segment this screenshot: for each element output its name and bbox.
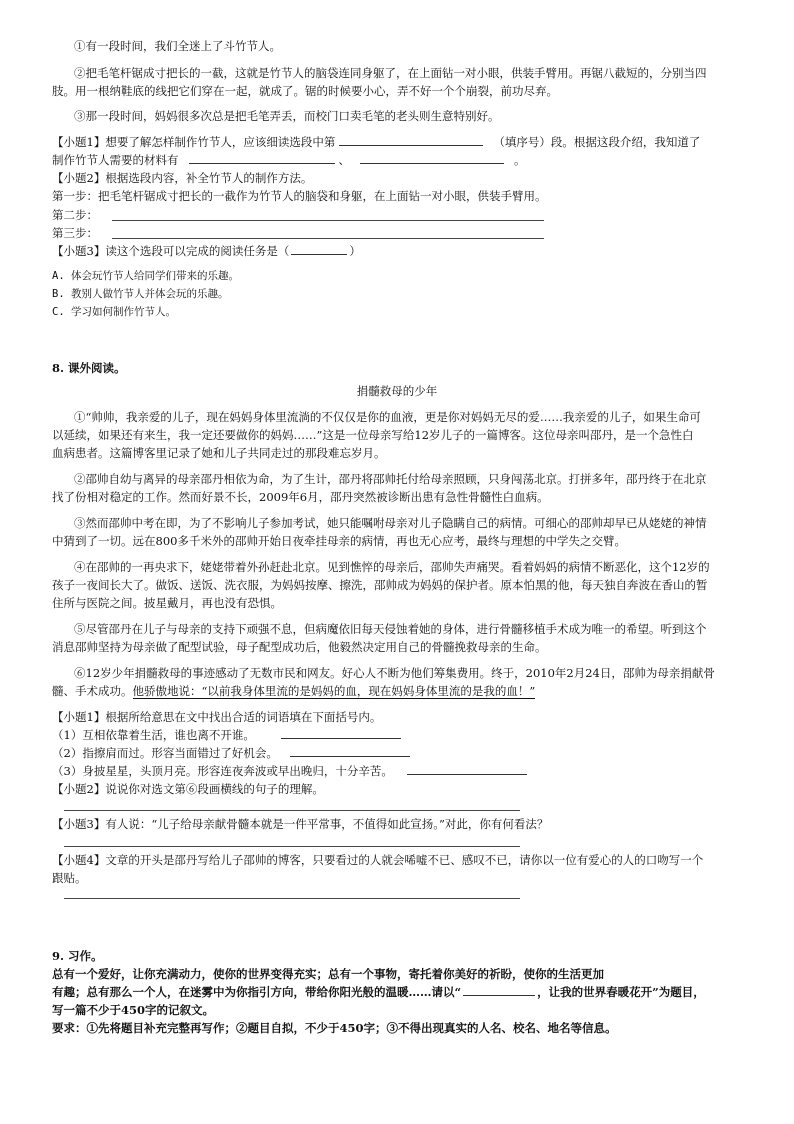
question-8-4-line-1: 【小题4】文章的开头是邵丹写给儿子邵帅的博客，只要看过的人就会唏嘘不已、感叹不已，请你以一位有爱心的人的口吻写一个 bbox=[52, 853, 704, 867]
article-para-6-plain: 髓、手术成功。 bbox=[52, 684, 133, 698]
question-8-1-item-1-text: （1）互相依靠着生活，谁也离不开谁。 bbox=[52, 728, 255, 742]
article-para-4-line-1: ④在邵帅的一再央求下，姥姥带着外孙赶赴北京。见到憔悴的母亲后，邵帅失声痛哭。看着妈妈的病情不断恶化，这个12岁的 bbox=[74, 560, 710, 574]
requirements-line: 要求：①先将题目补充完整再写作；②题目自拟，不少于450字；③不得出现真实的人名、校名、地名等信息。 bbox=[52, 1021, 617, 1035]
article-para-1-line-2: 以延续，如果还有来生，我一定还要做你的妈妈……”这是一位母亲写给12岁儿子的一篇博客。这位母亲叫邵丹，是一个急性白 bbox=[52, 428, 694, 442]
title-blank[interactable] bbox=[463, 984, 535, 996]
passage-para-3: ③那一段时间，妈妈很多次总是把毛笔弄丢，而校门口卖毛笔的老头则生意特别好。 bbox=[74, 109, 500, 123]
article-para-4-line-3: 住所与医院之间。披星戴月，再也没有恐惧。 bbox=[52, 596, 282, 610]
article-para-2-line-1: ②邵帅自幼与离异的母亲邵丹相依为命，为了生计，邵丹将邵帅托付给母亲照顾，只身闯荡北京。打拼多年，邵丹终于在北京 bbox=[74, 472, 707, 486]
article-para-6-line-2 bbox=[52, 683, 535, 699]
passage-para-1: ①有一段时间，我们全迷上了斗竹节人。 bbox=[74, 39, 281, 53]
step-1: 第一步：把毛笔杆锯成寸把长的一截作为竹节人的脑袋和身躯，在上面钻一对小眼，供装手臂用。 bbox=[52, 189, 547, 203]
article-para-3-line-2: 中猜到了一切。远在800多千米外的邵帅开始日夜牵挂母亲的病情，再也无心应考，最终与理想的中学失之交臂。 bbox=[52, 534, 626, 548]
question-7-1-separator: 、 bbox=[338, 153, 350, 167]
article-para-3-line-1: ③然而邵帅中考在即，为了不影响儿子参加考试，她只能嘱咐母亲对儿子隐瞒自己的病情。可细心的邵帅却早已从姥姥的神情 bbox=[74, 516, 707, 530]
question-8-3: 【小题3】有人说：“儿子给母亲献骨髓本就是一件平常事，不值得如此宣扬。”对此，你有何看法？ bbox=[52, 817, 549, 831]
option-a[interactable]: A. 体会玩竹节人给同学们带来的乐趣。 bbox=[52, 270, 239, 282]
article-para-6-line-1: ⑥12岁少年捐髓救母的事迹感动了无数市民和网友。好心人不断为他们筹集费用。终于，2010年2月24日，邵帅为母亲捐献骨 bbox=[74, 666, 715, 680]
question-7-3-text: 【小题3】读这个选段可以完成的阅读任务是（ bbox=[52, 244, 290, 258]
answer-blank-material-2[interactable] bbox=[360, 152, 504, 164]
question-8-1-item-3-text: （3）身披星星，头顶月亮。形容连夜奔波或早出晚归，十分辛苦。 bbox=[52, 764, 393, 778]
question-8-1-item-2-text: （2）指擦肩而过。形容当面错过了好机会。 bbox=[52, 746, 278, 760]
section-9-heading: 9. 习作。 bbox=[52, 949, 103, 963]
question-7-1-line-1 bbox=[52, 134, 700, 150]
step-3-label: 第三步： bbox=[52, 226, 98, 240]
prompt-line-2 bbox=[52, 984, 705, 1000]
underlined-sentence: 他骄傲地说：“以前我身体里流的是妈妈的血，现在妈妈身体里流的是我的血！” bbox=[132, 684, 536, 698]
article-para-4-line-2: 孩子一夜间长大了。做饭、送饭、洗衣服，为妈妈按摩、擦洗，邵帅成为妈妈的保护者。原本怕黑的他，每天独自奔波在香山的暂 bbox=[52, 578, 708, 592]
answer-blank-8-1-3[interactable] bbox=[407, 763, 527, 775]
answer-blank-8-1-2[interactable] bbox=[290, 745, 410, 757]
question-8-1-item-1 bbox=[52, 727, 405, 743]
article-para-1-line-3: 血病患者。这篇博客里记录了她和儿子共同走过的那段难忘岁月。 bbox=[52, 446, 386, 460]
article-para-5-line-2: 消息邵帅坚持为母亲做了配型试验，母子配型成功后，他毅然决定用自己的骨髓挽救母亲的生命。 bbox=[52, 640, 547, 654]
question-7-3-end: ） bbox=[349, 244, 361, 258]
option-c[interactable]: C. 学习如何制作竹节人。 bbox=[52, 306, 176, 318]
article-title: 捐髓救母的少年 bbox=[356, 384, 438, 398]
question-8-2: 【小题2】说说你对选文第⑥段画横线的句子的理解。 bbox=[52, 782, 324, 796]
answer-line-8-3[interactable] bbox=[64, 846, 520, 847]
answer-blank-material-1[interactable] bbox=[189, 152, 335, 164]
question-8-1-item-2 bbox=[52, 745, 414, 761]
article-para-2-line-2: 找了份相对稳定的工作。然而好景不长，2009年6月，邵丹突然被诊断出患有急性骨髓性白血病。 bbox=[52, 490, 549, 504]
question-8-1: 【小题1】根据所给意思在文中找出合适的词语填在下面括号内。 bbox=[52, 710, 382, 724]
question-7-1-text-a: 【小题1】想要了解怎样制作竹节人，应该细读选段中第 bbox=[52, 135, 336, 149]
answer-line-8-2[interactable] bbox=[64, 810, 520, 811]
prompt-line-1: 总有一个爱好，让你充满动力，使你的世界变得充实；总有一个事物，寄托着你美好的祈盼，使你的生活更加 bbox=[52, 967, 604, 981]
answer-line-8-4[interactable] bbox=[64, 898, 520, 899]
answer-blank-paragraph-number[interactable] bbox=[339, 134, 483, 146]
option-b[interactable]: B. 教别人做竹节人并体会玩的乐趣。 bbox=[52, 288, 229, 300]
question-7-3 bbox=[52, 243, 361, 259]
answer-blank-8-1-1[interactable] bbox=[281, 727, 401, 739]
prompt-line-2-a: 有趣；总有那么一个人，在迷雾中为你指引方向，带给你阳光般的温暖……请以“ bbox=[52, 985, 462, 999]
question-8-4-line-2: 跟贴。 bbox=[52, 871, 87, 885]
question-7-1-line-2 bbox=[52, 152, 526, 168]
step-2-label: 第二步： bbox=[52, 208, 98, 222]
question-8-1-item-3 bbox=[52, 763, 531, 779]
article-para-1-line-1: ①“帅帅，我亲爱的儿子，现在妈妈身体里流淌的不仅仅是你的血液，更是你对妈妈无尽的爱……我亲爱的儿子，如果生命可 bbox=[74, 410, 701, 424]
prompt-line-2-b: ，让我的世界春暖花开”为题目， bbox=[537, 985, 705, 999]
passage-para-2-line-2: 肢。用一根纳鞋底的线把它们穿在一起，就成了。锯的时候要小心，弄不好一个个崩裂，前功尽弃。 bbox=[52, 84, 558, 98]
question-7-1-text-b: （填序号）段。根据这段介绍，我知道了 bbox=[493, 135, 701, 149]
answer-line-step-2[interactable] bbox=[112, 220, 544, 221]
answer-blank-choice[interactable] bbox=[291, 243, 347, 255]
question-7-1-end: 。 bbox=[514, 153, 526, 167]
question-7-2: 【小题2】根据选段内容，补全竹节人的制作方法。 bbox=[52, 171, 313, 185]
prompt-line-3: 写一篇不少于450字的记叙文。 bbox=[52, 1003, 215, 1017]
section-8-heading: 8. 课外阅读。 bbox=[52, 361, 126, 375]
passage-para-2-line-1: ②把毛笔杆锯成寸把长的一截，这就是竹节人的脑袋连同身躯了，在上面钻一对小眼，供装手臂用。再锯八截短的，分别当四 bbox=[74, 66, 707, 80]
answer-line-step-3[interactable] bbox=[112, 238, 544, 239]
question-7-1-text-c: 制作竹节人需要的材料有 bbox=[52, 153, 179, 167]
article-para-5-line-1: ⑤尽管邵丹在儿子与母亲的支持下顽强不息，但病魔依旧每天侵蚀着她的身体，进行骨髓移植手术成为唯一的希望。听到这个 bbox=[74, 622, 707, 636]
